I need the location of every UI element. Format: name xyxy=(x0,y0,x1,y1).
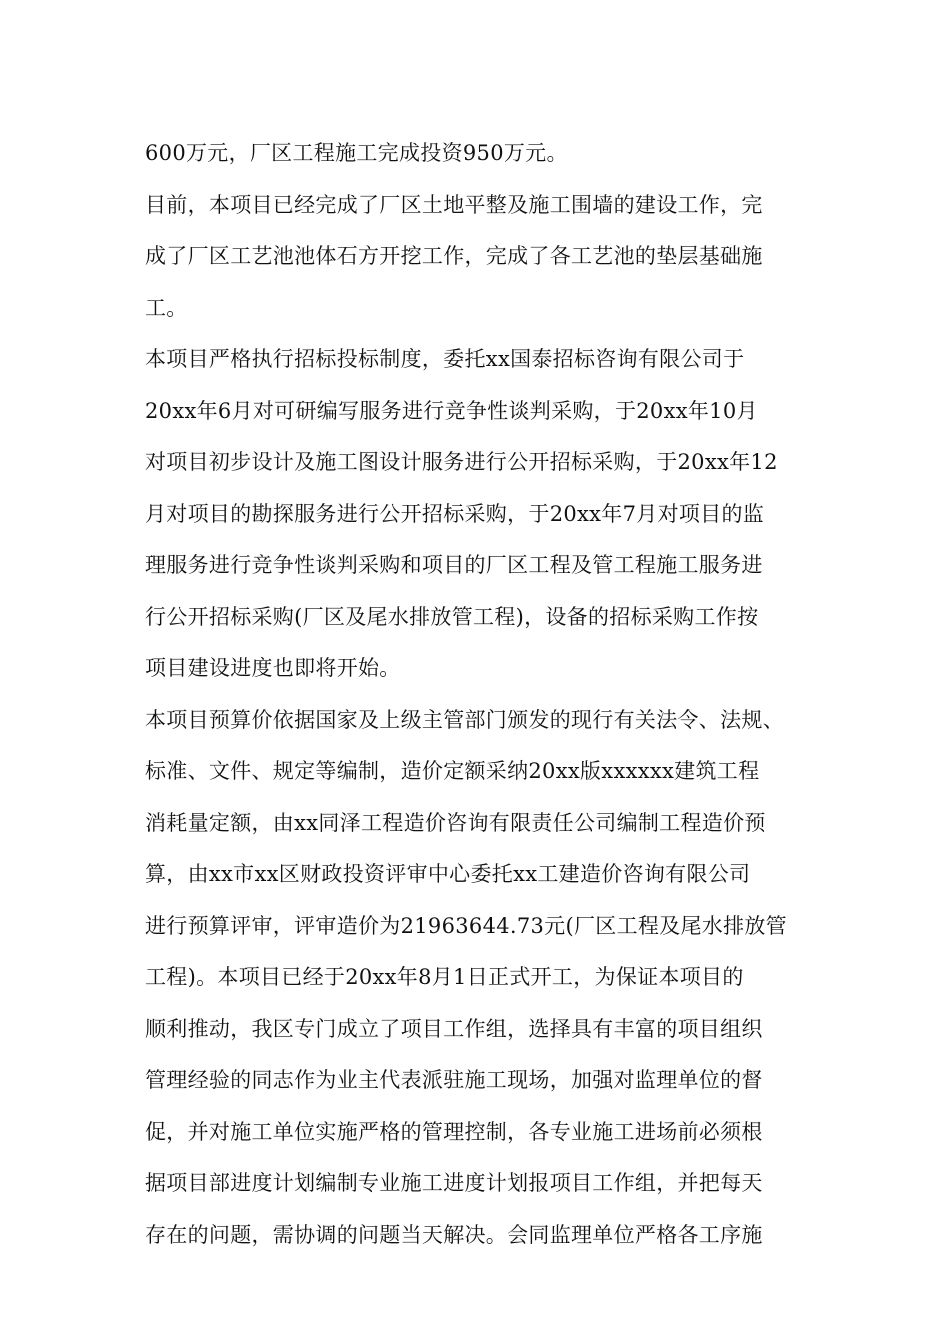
text-line: 20xx年6月对可研编写服务进行竞争性谈判采购，于20xx年10月 xyxy=(145,398,758,423)
text-line: 工。 xyxy=(145,295,188,320)
text-line: 管理经验的同志作为业主代表派驻施工现场，加强对监理单位的督 xyxy=(145,1068,763,1092)
body-text xyxy=(145,128,825,1261)
text-line: 进行预算评审，评审造价为21963644.73元(厂区工程及尾水排放管 xyxy=(145,913,787,938)
text-line: 算，由xx市xx区财政投资评审中心委托xx工建造价咨询有限公司 xyxy=(145,862,751,886)
text-line: 600万元，厂区工程施工完成投资950万元。 xyxy=(145,141,568,165)
text-line: 本项目严格执行招标投标制度，委托xx国泰招标咨询有限公司于 xyxy=(145,347,745,371)
text-line: 消耗量定额，由xx同泽工程造价咨询有限责任公司编制工程造价预 xyxy=(145,810,766,835)
text-line: 本项目预算价依据国家及上级主管部门颁发的现行有关法令、法规、 xyxy=(145,707,784,732)
text-line: 月对项目的勘探服务进行公开招标采购，于20xx年7月对项目的监 xyxy=(145,501,765,526)
text-line: 行公开招标采购(厂区及尾水排放管工程)，设备的招标采购工作按 xyxy=(145,604,759,629)
text-line: 工程)。本项目已经于20xx年8月1日正式开工，为保证本项目的 xyxy=(145,965,744,989)
text-line: 目前，本项目已经完成了厂区土地平整及施工围墙的建设工作，完 xyxy=(145,192,763,217)
text-line: 理服务进行竞争性谈判采购和项目的厂区工程及管工程施工服务进 xyxy=(145,553,763,577)
text-line: 对项目初步设计及施工图设计服务进行公开招标采购，于20xx年12 xyxy=(145,450,778,474)
text-line: 据项目部进度计划编制专业施工进度计划报项目工作组，并把每天 xyxy=(145,1171,763,1195)
text-line: 成了厂区工艺池池体石方开挖工作，完成了各工艺池的垫层基础施 xyxy=(145,244,763,268)
text-line: 顺利推动，我区专门成立了项目工作组，选择具有丰富的项目组织 xyxy=(145,1016,763,1041)
text-line: 标准、文件、规定等编制，造价定额采纳20xx版xxxxxx建筑工程 xyxy=(145,759,760,783)
text-line: 促，并对施工单位实施严格的管理控制，各专业施工进场前必须根 xyxy=(145,1119,763,1144)
text-line: 项目建设进度也即将开始。 xyxy=(145,656,401,680)
text-line: 存在的问题，需协调的问题当天解决。会同监理单位严格各工序施 xyxy=(145,1222,763,1247)
